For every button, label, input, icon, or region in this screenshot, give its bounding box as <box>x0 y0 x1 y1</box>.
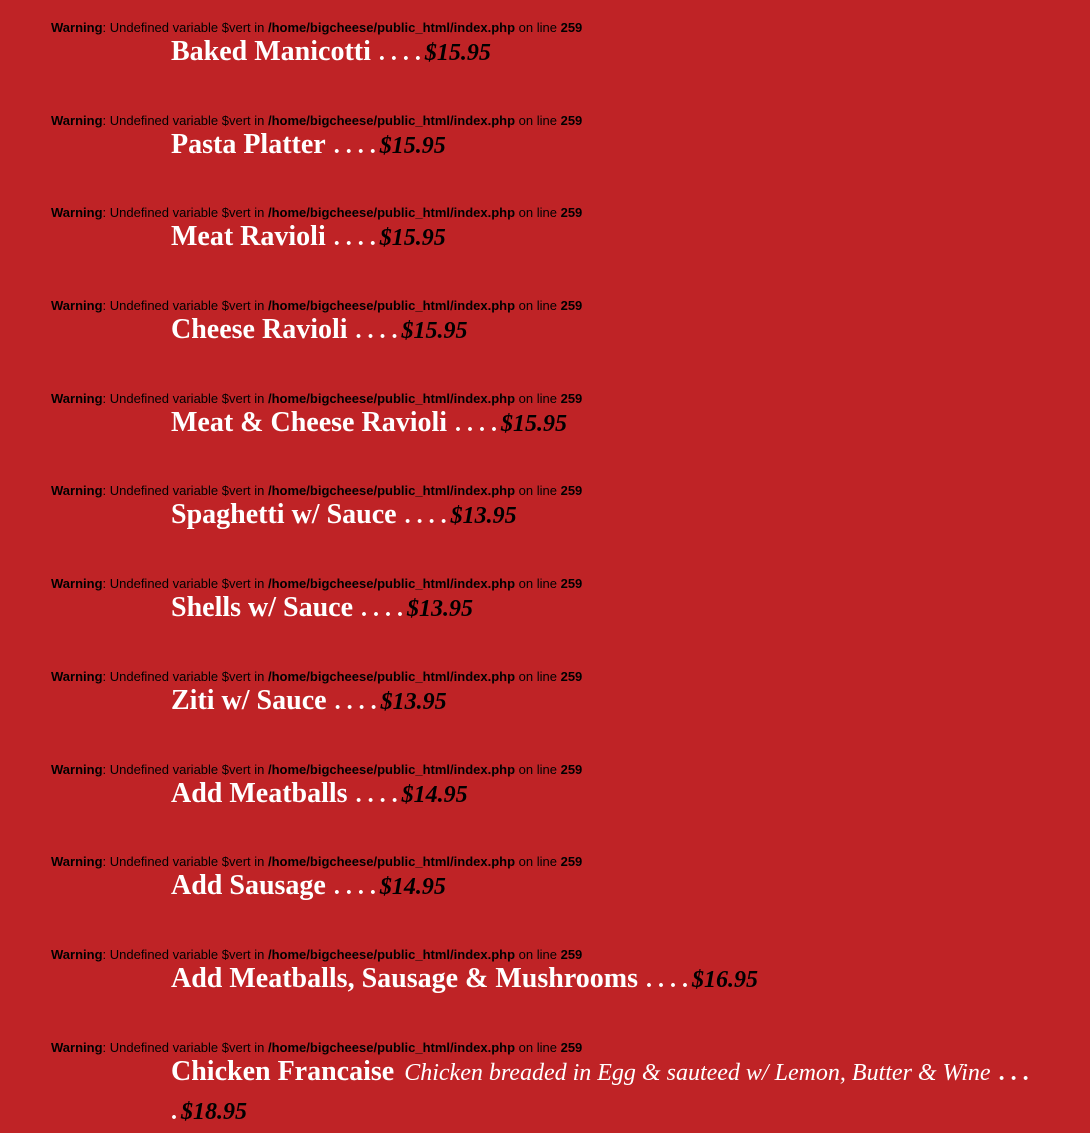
menu-entry <box>0 556 1090 649</box>
menu-item <box>171 405 1051 445</box>
item-dots: . . . . <box>171 1059 1029 1125</box>
menu-item <box>171 590 1051 630</box>
php-warning <box>51 483 582 498</box>
php-warning <box>51 669 582 684</box>
item-dots: . . . . <box>361 596 404 623</box>
warning-file-path: /home/bigcheese/public_html/index.php <box>268 576 516 592</box>
warning-message: : Undefined variable $vert in <box>102 112 268 128</box>
item-price: $14.95 <box>379 874 446 901</box>
warning-line-number: 259 <box>560 668 583 684</box>
warning-message: : Undefined variable $vert in <box>102 390 268 406</box>
php-warning <box>51 947 582 962</box>
item-name: Cheese Ravioli <box>171 314 348 346</box>
warning-file-path: /home/bigcheese/public_html/index.php <box>268 205 516 221</box>
warning-message: : Undefined variable $vert in <box>102 854 268 870</box>
item-name: Meat Ravioli <box>171 221 326 253</box>
menu-item <box>171 497 1051 537</box>
warning-message: : Undefined variable $vert in <box>102 483 268 499</box>
warning-label: Warning <box>51 1039 103 1055</box>
warning-on-line: on line <box>515 483 561 499</box>
warning-on-line: on line <box>515 298 561 314</box>
warning-file-path: /home/bigcheese/public_html/index.php <box>268 946 516 962</box>
warning-file-path: /home/bigcheese/public_html/index.php <box>268 1039 516 1055</box>
item-dots: . . . . <box>455 410 498 437</box>
warning-label: Warning <box>51 205 103 221</box>
warning-message: : Undefined variable $vert in <box>102 576 268 592</box>
item-name: Baked Manicotti <box>171 36 371 67</box>
menu-item <box>171 312 1051 352</box>
warning-on-line: on line <box>515 20 561 35</box>
warning-file-path: /home/bigcheese/public_html/index.php <box>268 854 516 870</box>
php-warning <box>51 391 582 406</box>
item-price: $13.95 <box>380 688 447 715</box>
item-name: Add Meatballs, Sausage & Mushrooms <box>171 962 638 994</box>
warning-label: Warning <box>51 483 103 499</box>
warning-label: Warning <box>51 112 103 128</box>
php-warning <box>51 854 582 869</box>
warning-label: Warning <box>51 20 103 35</box>
warning-label: Warning <box>51 761 103 777</box>
item-name: Add Sausage <box>171 870 326 902</box>
warning-file-path: /home/bigcheese/public_html/index.php <box>268 761 516 777</box>
php-warning <box>51 1040 582 1055</box>
item-dots: . . . . <box>355 781 398 808</box>
item-price: $15.95 <box>401 318 468 345</box>
warning-line-number: 259 <box>560 112 583 128</box>
item-price: $18.95 <box>181 1098 247 1125</box>
warning-message: : Undefined variable $vert in <box>102 298 268 314</box>
menu-item <box>171 961 1051 1001</box>
php-warning <box>51 762 582 777</box>
warning-label: Warning <box>51 854 103 870</box>
warning-message: : Undefined variable $vert in <box>102 946 268 962</box>
item-dots: . . . . <box>645 966 688 993</box>
warning-on-line: on line <box>515 668 561 684</box>
warning-file-path: /home/bigcheese/public_html/index.php <box>268 20 516 35</box>
menu-entry <box>0 1020 1090 1125</box>
menu-item <box>171 776 1051 816</box>
menu-item <box>171 34 1051 74</box>
item-name: Chicken Francaise <box>171 1055 395 1087</box>
item-price: $15.95 <box>379 225 446 252</box>
item-dots: . . . . <box>333 225 376 252</box>
warning-line-number: 259 <box>560 483 583 499</box>
menu-entry <box>0 463 1090 556</box>
item-price: $15.95 <box>501 410 568 437</box>
warning-on-line: on line <box>515 390 561 406</box>
item-price: $16.95 <box>691 966 758 993</box>
warning-message: : Undefined variable $vert in <box>102 1039 268 1055</box>
warning-file-path: /home/bigcheese/public_html/index.php <box>268 112 516 128</box>
item-dots: . . . . <box>334 688 377 715</box>
warning-message: : Undefined variable $vert in <box>102 20 268 35</box>
warning-file-path: /home/bigcheese/public_html/index.php <box>268 298 516 314</box>
item-dots: . . . . <box>355 318 398 345</box>
item-dots: . . . . <box>404 503 447 530</box>
warning-message: : Undefined variable $vert in <box>102 668 268 684</box>
warning-on-line: on line <box>515 854 561 870</box>
warning-label: Warning <box>51 668 103 684</box>
menu-item <box>171 683 1051 723</box>
warning-line-number: 259 <box>560 854 583 870</box>
warning-file-path: /home/bigcheese/public_html/index.php <box>268 668 516 684</box>
menu-item <box>171 127 1051 167</box>
menu-entry <box>0 0 1090 93</box>
warning-line-number: 259 <box>560 946 583 962</box>
php-warning <box>51 20 582 35</box>
warning-line-number: 259 <box>560 576 583 592</box>
warning-line-number: 259 <box>560 390 583 406</box>
item-price: $15.95 <box>424 40 491 66</box>
item-name: Pasta Platter <box>171 128 326 160</box>
warning-label: Warning <box>51 946 103 962</box>
item-price: $13.95 <box>450 503 517 530</box>
menu-item <box>171 868 1051 908</box>
php-warning <box>51 576 582 591</box>
warning-line-number: 259 <box>560 1039 583 1055</box>
php-warning <box>51 298 582 313</box>
warning-line-number: 259 <box>560 205 583 221</box>
menu-entry <box>0 371 1090 464</box>
item-name: Spaghetti w/ Sauce <box>171 499 397 531</box>
warning-file-path: /home/bigcheese/public_html/index.php <box>268 483 516 499</box>
php-warning <box>51 113 582 128</box>
warning-message: : Undefined variable $vert in <box>102 205 268 221</box>
warning-on-line: on line <box>515 576 561 592</box>
item-name: Add Meatballs <box>171 777 348 809</box>
menu-entry <box>0 185 1090 278</box>
warning-file-path: /home/bigcheese/public_html/index.php <box>268 390 516 406</box>
item-price: $15.95 <box>379 132 446 159</box>
item-name: Meat & Cheese Ravioli <box>171 406 448 438</box>
menu-entry <box>0 649 1090 742</box>
item-price: $14.95 <box>401 781 468 808</box>
warning-label: Warning <box>51 390 103 406</box>
item-description: Chicken breaded in Egg & sauteed w/ Lemon, Butter & Wine <box>404 1059 991 1086</box>
warning-label: Warning <box>51 576 103 592</box>
menu-item <box>171 219 1051 259</box>
menu-item <box>171 1054 1051 1133</box>
warning-message: : Undefined variable $vert in <box>102 761 268 777</box>
item-price: $13.95 <box>407 596 474 623</box>
item-dots: . . . . <box>378 40 421 66</box>
menu-entry <box>0 93 1090 186</box>
warning-on-line: on line <box>515 1039 561 1055</box>
warning-label: Warning <box>51 298 103 314</box>
warning-line-number: 259 <box>560 761 583 777</box>
warning-line-number: 259 <box>560 20 583 35</box>
warning-on-line: on line <box>515 761 561 777</box>
menu-entry <box>0 927 1090 1020</box>
warning-line-number: 259 <box>560 298 583 314</box>
php-warning <box>51 205 582 220</box>
warning-on-line: on line <box>515 946 561 962</box>
menu-entry <box>0 834 1090 927</box>
item-name: Ziti w/ Sauce <box>171 684 327 716</box>
menu-entry <box>0 278 1090 371</box>
item-dots: . . . . <box>333 874 376 901</box>
warning-on-line: on line <box>515 112 561 128</box>
menu-entry <box>0 742 1090 835</box>
item-dots: . . . . <box>333 132 376 159</box>
warning-on-line: on line <box>515 205 561 221</box>
item-name: Shells w/ Sauce <box>171 592 354 624</box>
